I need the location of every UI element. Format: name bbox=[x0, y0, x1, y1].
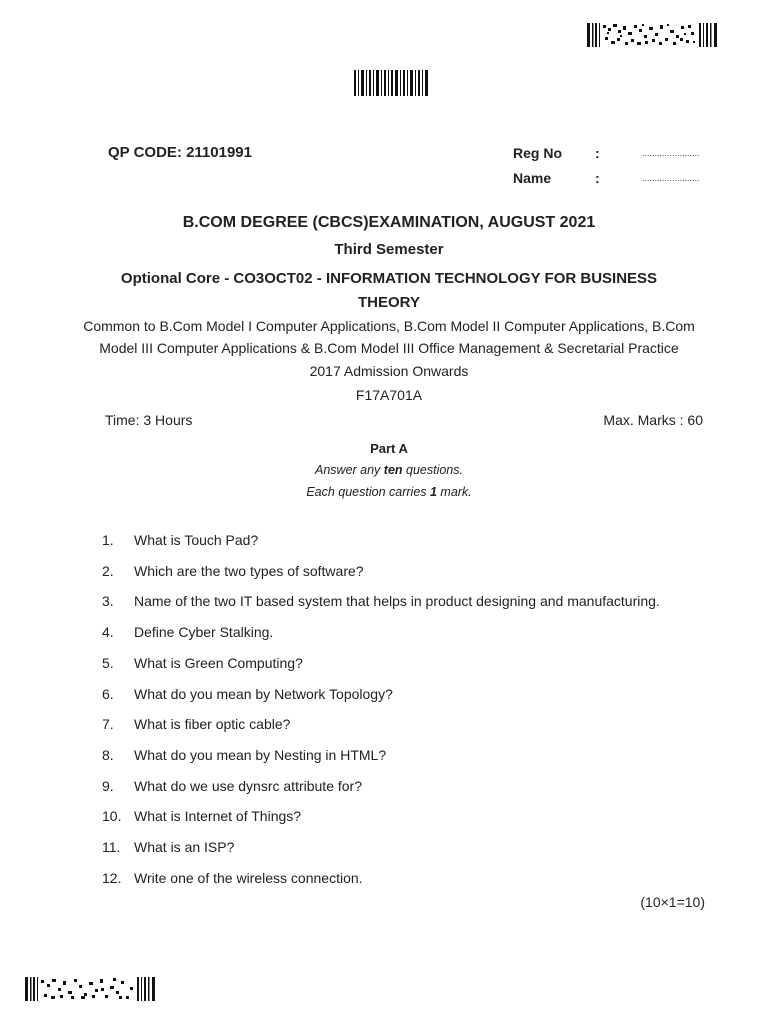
instruction-answer bbox=[60, 463, 718, 477]
question-number: 11. bbox=[102, 839, 121, 855]
question-text: Write one of the wireless connection. bbox=[134, 869, 363, 886]
qp-code: QP CODE: 21101991 bbox=[108, 144, 252, 161]
question-text: What do you mean by Network Topology? bbox=[134, 685, 393, 702]
question-text: What is Internet of Things? bbox=[134, 808, 302, 825]
admission-note: 2017 Admission Onwards bbox=[309, 363, 469, 379]
course-title-line2: THEORY bbox=[358, 294, 420, 311]
question-number: 5. bbox=[102, 654, 114, 671]
instruction-marks bbox=[60, 485, 718, 499]
question-number: 1. bbox=[102, 532, 114, 548]
question-text: What is Touch Pad? bbox=[134, 532, 259, 548]
question-number: 8. bbox=[102, 746, 114, 763]
instruction-answer-count: ten bbox=[383, 463, 403, 477]
common-to-line2: Model III Computer Applications & B.Com Model III Office Management & Secretarial Practice bbox=[99, 339, 679, 356]
reg-no-field: ....................... bbox=[642, 148, 700, 158]
instruction-marks-post: mark. bbox=[436, 485, 472, 499]
question-text: What is Green Computing? bbox=[134, 654, 303, 671]
question-number: 12. bbox=[102, 869, 122, 886]
question-number: 7. bbox=[102, 716, 114, 733]
question-number: 10. bbox=[102, 808, 122, 825]
reg-no-colon: : bbox=[595, 145, 600, 161]
semester: Third Semester bbox=[334, 241, 444, 258]
common-to-line1: Common to B.Com Model I Computer Applications, B.Com Model II Computer Applications, B.Com bbox=[83, 318, 695, 334]
instruction-marks-pre: Each question carries bbox=[306, 485, 430, 499]
course-title-line1: Optional Core - CO3OCT02 - INFORMATION TECHNOLOGY FOR BUSINESS bbox=[120, 270, 658, 287]
question-text: What do we use dynsrc attribute for? bbox=[134, 777, 362, 794]
datamatrix-barcode-bottom-left-icon bbox=[25, 977, 157, 1001]
question-number: 6. bbox=[102, 685, 114, 702]
barcode-top-center-icon bbox=[354, 70, 430, 96]
question-number: 4. bbox=[102, 624, 114, 641]
name-field: ....................... bbox=[642, 173, 700, 183]
question-text: Name of the two IT based system that helps in product designing and manufacturing. bbox=[134, 593, 660, 610]
question-number: 3. bbox=[102, 593, 114, 610]
question-text: What is fiber optic cable? bbox=[134, 716, 291, 733]
common-to-note bbox=[62, 316, 716, 359]
paper-code: F17A701A bbox=[355, 387, 423, 403]
marks-total: (10×1=10) bbox=[640, 894, 705, 910]
question-text: Define Cyber Stalking. bbox=[134, 624, 274, 641]
question-number: 9. bbox=[102, 777, 114, 794]
course-title bbox=[90, 267, 688, 315]
reg-no-label: Reg No bbox=[513, 145, 562, 161]
name-colon: : bbox=[595, 170, 600, 186]
question-text: What is an ISP? bbox=[134, 839, 235, 855]
datamatrix-barcode-top-right-icon bbox=[587, 23, 719, 47]
question-number: 2. bbox=[102, 562, 114, 579]
question-text: Which are the two types of software? bbox=[134, 562, 364, 579]
instruction-marks-count: 1 bbox=[430, 485, 437, 499]
instruction-answer-pre: Answer any bbox=[315, 463, 384, 477]
instruction-answer-post: questions. bbox=[402, 463, 463, 477]
exam-time: Time: 3 Hours bbox=[105, 412, 193, 428]
part-title: Part A bbox=[370, 441, 408, 456]
exam-title: B.COM DEGREE (CBCS)EXAMINATION, AUGUST 2021 bbox=[182, 214, 596, 231]
name-label: Name bbox=[513, 170, 552, 186]
question-text: What do you mean by Nesting in HTML? bbox=[134, 746, 387, 763]
max-marks: Max. Marks : 60 bbox=[603, 412, 703, 428]
